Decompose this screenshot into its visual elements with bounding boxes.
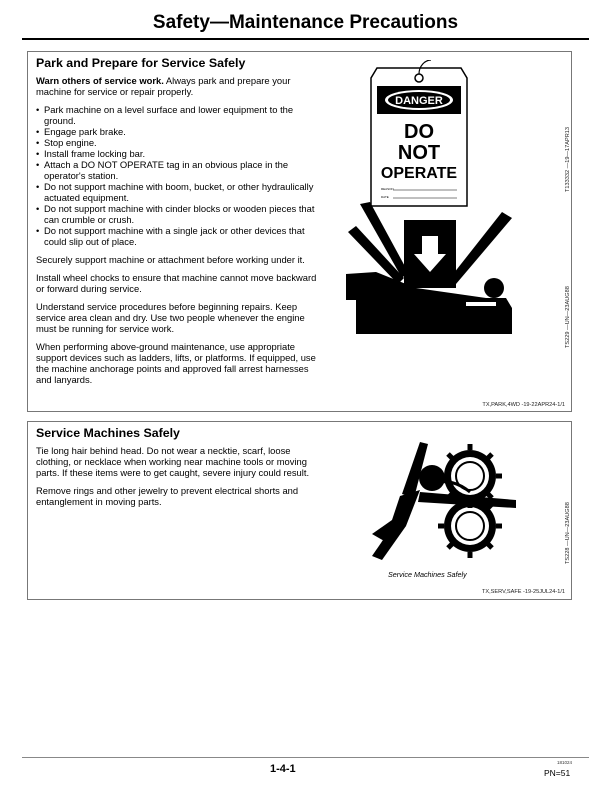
page-number: 1-4-1 (270, 763, 296, 775)
paragraph: Tie long hair behind head. Do not wear a necktie, scarf, loose clothing, or necklace when working near machine tools or moving parts. If these items were to get caught, severe injury could result. (36, 445, 310, 478)
precaution-list (36, 104, 318, 247)
tag-line-2: NOT (397, 142, 441, 164)
date-code: 181024 (557, 760, 573, 765)
image-id-entanglement: TS228 —UN—23AUG88 (565, 502, 571, 564)
danger-tag-icon (363, 60, 475, 210)
paragraph: Securely support machine or attachment before working under it. (36, 254, 305, 265)
section-title: Service Machines Safely (36, 426, 180, 440)
footer-rule (22, 757, 589, 758)
paragraph: Install wheel chocks to ensure that machine cannot move backward or forward during service. (36, 272, 317, 294)
title-rule (22, 38, 589, 40)
section-text (36, 75, 318, 392)
list-item: • Do not support machine with boom, bucket, or other hydraulically actuated equipment. (36, 181, 318, 203)
list-item: • Engage park brake. (36, 126, 318, 137)
image-id-crush: TS229 —UN—23AUG88 (565, 286, 571, 348)
tag-line-3: OPERATE (380, 165, 458, 182)
tag-line-1: DO (404, 121, 434, 143)
list-item: • Install frame locking bar. (36, 148, 318, 159)
list-item: • Do not support machine with cinder blocks or wooden pieces that can crumble or crush. (36, 203, 318, 225)
list-item: • Attach a DO NOT OPERATE tag in an obvious place in the operator's station. (36, 159, 318, 181)
figure-caption: Service Machines Safely (388, 570, 467, 579)
tag-field-2: DATE (381, 195, 389, 199)
crush-hazard-icon (346, 202, 516, 342)
section-text (36, 445, 318, 514)
pn-label: PN=51 (544, 768, 571, 778)
entanglement-hazard-icon (336, 434, 526, 572)
paragraph: Understand service procedures before beginning repairs. Keep service area clean and dry. Use two people whenever the engine must be running for service work. (36, 301, 305, 334)
lead-paragraph (36, 75, 318, 97)
paragraph: Remove rings and other jewelry to prevent electrical shorts and entanglement in moving parts. (36, 485, 299, 507)
image-id-tag: T133332 —19—17APR13 (565, 127, 571, 192)
tag-field-1: REASON (381, 187, 394, 191)
paragraph: When performing above-ground maintenance, use appropriate support devices such as ladders, lifts, or platforms. If equipped, use the machine anchorage points and approved fall arrest harnesses and lanyards. (36, 341, 316, 385)
list-item: • Park machine on a level surface and lower equipment to the ground. (36, 104, 318, 126)
ref-code: TX,SERV,SAFE -19-25JUL24-1/1 (481, 589, 565, 595)
section-park-prepare (27, 51, 572, 412)
tag-danger-label: DANGER (395, 95, 443, 107)
lead-rest: Always park and prepare your machine for service or repair properly. (36, 75, 291, 97)
section-service-machines (27, 421, 572, 600)
section-title: Park and Prepare for Service Safely (36, 56, 246, 70)
ref-code: TX,PARK,4WD -19-22APR24-1/1 (482, 402, 565, 408)
page-title: Safety—Maintenance Precautions (152, 12, 459, 33)
list-item: • Stop engine. (36, 137, 318, 148)
lead-bold: Warn others of service work. (36, 75, 164, 86)
list-item: • Do not support machine with a single jack or other devices that could slip out of place. (36, 225, 318, 247)
